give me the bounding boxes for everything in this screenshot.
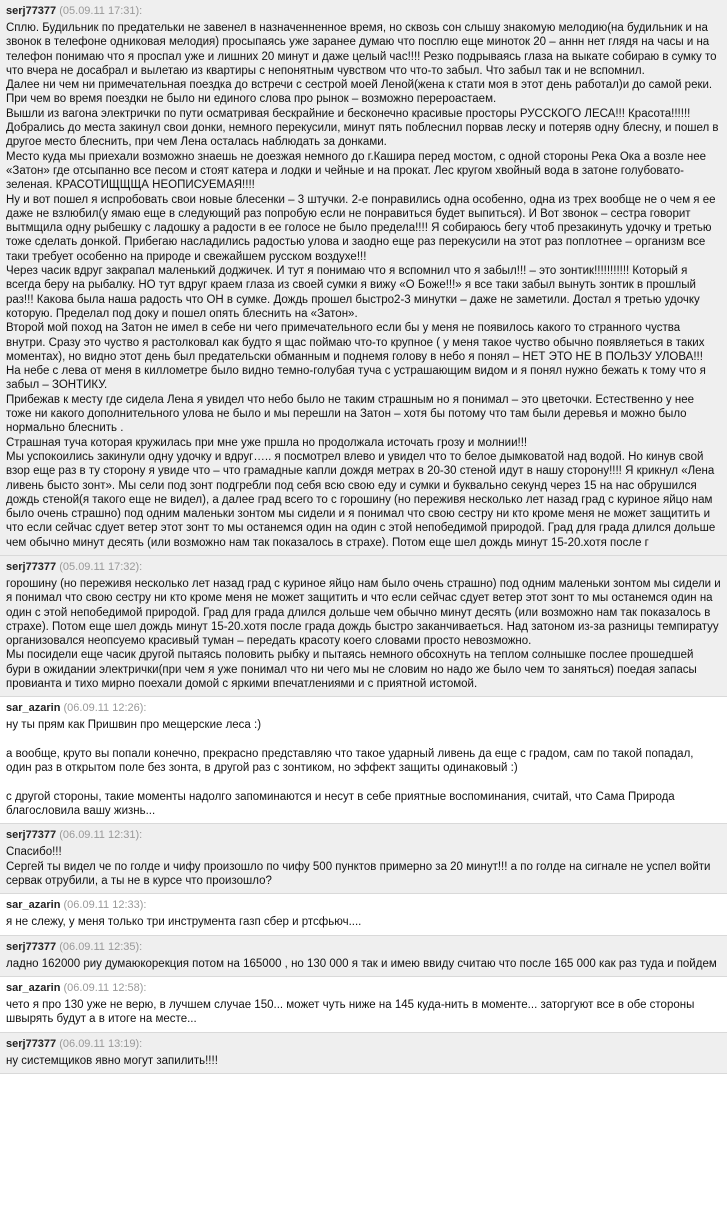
comment-paragraph: Мы успокоились закинули одну удочку и вдруг….. я посмотрел влево и увидел что то белое дымковатой над водой. Но кинув свой взор еще раз в ту сторону я увиде что – что грамадные капли дождя метрах в 20-30 стеной идут в нашу сторону!!!! Я крикнул «Лена ливень бысто зонт». Мы сели под зонт подгребли под себя всю свою еду и сумки и буквально секунд через 15 на нас обрушился дождь стеной(я такого еще не видел), а далее град всего то с горошину (но переживя несколько лет назад град с куриное яйцо нам было очень страшно) под одним маленьки зонтом мы сидели и я понимал что свою сестру ни кто кроме меня не может защитить и что если сейчас сдует ветер этот зонт то мы останемся один на один с этой непобедимой природой. Град для града длился дольше чем обычно минут десять (или возможно нам так показалось в страхе). Потом еще шел дождь минут 15-20.хотя после г xyxy=(6,450,716,549)
comment-post xyxy=(0,824,727,894)
comment-author-link[interactable]: serj77377 xyxy=(6,829,57,842)
comment-timestamp: (05.09.11 17:31): xyxy=(59,5,143,17)
comment-paragraph: Второй мой поход на Затон не имел в себе ни чего примечательного если бы у меня не появилось какого то странного чуства внутри. Сразу это чуство я растолковал как будто я щас поймаю что-то крупное ( у меня такое чуство обычно появляеться в таких моментах), но видно этот день был предательски обманным и поднемя голову в небо я понял – НЕТ ЭТО НЕ В ПОЛЬЗУ УЛОВА!!! xyxy=(6,322,705,363)
comment-paragraph: Спасибо!!! xyxy=(6,846,62,859)
comment-paragraph: Прибежав к месту где сидела Лена я увидел что небо было не таким страшным но я понимал – это цветочки. Естественно у нее тоже ни какого дополнительного улова не было и мы перешли на Затон – хотя бы потому что там были деревья и можно было нормально блеснить . xyxy=(6,393,695,435)
comment-author-link[interactable]: serj77377 xyxy=(6,940,57,953)
comment-post xyxy=(0,1033,727,1074)
comment-paragraph: Место куда мы приехали возможно знаешь не доезжая немного до г.Кашира перед мостом, с одной стороны Река Ока а возле нее «Затон» где отсыпанно все песом и стоят катера и лодки и чейные и на прокат. Лес кругом хвойный вода в затоне голубовато-зеленая. КРАСОТИЩЩЩА НЕОПИСУЕМАЯ!!!! xyxy=(6,150,707,192)
comment-paragraph: а вообще, круто вы попали конечно, прекрасно представляю что такое ударный ливень да еще с градом, сам по такой попадал, один раз в открытом поле без зонта, в другой раз с зонтиком, но эффект защиты одинаковый :) xyxy=(6,747,694,775)
comment-author-link[interactable]: serj77377 xyxy=(6,5,57,17)
comment-timestamp: (06.09.11 12:26): xyxy=(63,702,147,715)
comment-header xyxy=(6,560,721,574)
comment-paragraph: я не слежу, у меня только три инструмента газп сбер и ртсфьюч.... xyxy=(6,916,362,929)
comment-author-link[interactable]: serj77377 xyxy=(6,560,57,573)
comment-paragraph: ну системщиков явно могут запилить!!!! xyxy=(6,1054,218,1067)
comment-paragraph: Далее ни чем ни примечательная поездка до встречи с сестрой моей Леной(жена к стати моя в этот день работал)и до самой реки. При чем во время поездки не было ни единого слова про рынок – возможно перероастаем. xyxy=(6,79,713,106)
comment-header xyxy=(6,701,721,715)
comment-timestamp: (06.09.11 12:58): xyxy=(63,981,147,994)
comment-body xyxy=(6,21,721,550)
comment-author-link[interactable]: sar_azarin xyxy=(6,899,61,912)
comment-timestamp: (06.09.11 12:35): xyxy=(59,940,143,953)
comment-body xyxy=(6,915,721,929)
comment-paragraph: На небе с лева от меня в киллометре было видно темно-голубая туча с устрашающим видом и я понял нужно бежать к тому что я забыл – ЗОНТИКУ. xyxy=(6,365,706,392)
comment-timestamp: (05.09.11 17:32): xyxy=(59,560,143,573)
comment-body xyxy=(6,718,721,818)
comment-body xyxy=(6,845,721,888)
comment-body xyxy=(6,1054,721,1068)
comment-paragraph: Ну и вот пошел я испробовать свои новые блесенки – 3 штучки. 2-е понравились одна особенно, одна из трех вообще не о чем я ее даже не взлюбил(у ямаю еще в следующий раз попробую если не понравиться будет выпиться). И Вот звонок – сестра говорит вытмщила одну рыбешку с ладошку а радости в ее голосе не было предела!!!! Я собираюсь бегу чтоб презакинуть удочку и третью тоже сделать донкой. Прибегаю насладились радостью улова и заодно еще раз перекусили на этот раз поплотнее – организм все таки требует особенно на природе и свежайшем русском воздухе!!! xyxy=(6,193,716,263)
comment-header xyxy=(6,1037,721,1051)
comment-paragraph: чето я про 130 уже не верю, в лучшем случае 150... может чуть ниже на 145 куда-нить в моменте... заторгуют все в обе стороны швырять будут а в итоге на месте... xyxy=(6,998,695,1026)
comment-author-link[interactable]: sar_azarin xyxy=(6,981,61,994)
comment-header xyxy=(6,898,721,912)
comment-header xyxy=(6,981,721,995)
comment-body xyxy=(6,577,721,691)
comment-post xyxy=(0,977,727,1033)
comment-author-link[interactable]: sar_azarin xyxy=(6,702,61,715)
comment-timestamp: (06.09.11 12:33): xyxy=(63,899,147,912)
comment-body xyxy=(6,957,721,971)
comment-timestamp: (06.09.11 12:31): xyxy=(59,829,143,842)
comment-post xyxy=(0,697,727,824)
comment-header xyxy=(6,940,721,954)
comment-paragraph: Сплю. Будильник по предательки не завенел в назначенненное время, но сквозь сон слышу знакомую мелодию(на будильник и на звонок в телефоне одниковая мелодия) просыпаясь уже заранее думаю что посплю еще миноток 20 – аннн нет глядя на часы и на телефон понимаю что я проспал уже и лишних 20 минут и даже целый час!!!! Резко подрываясь глаза на выкате собираю в сумку то что вчера не досабрал и вылетаю из квартиры с непонятным чувством что что-то забыл. Что забыл так и не вспомнил. xyxy=(6,22,717,77)
comment-paragraph: ну ты прям как Пришвин про мещерские леса :) xyxy=(6,719,262,732)
comment-post xyxy=(0,936,727,977)
comment-paragraph: Добрались до места закинул свои донки, немного перекусили, минут пять поблеснил порвав леску и потеряв одну блесну, и пошел в другое место блеснить, при чем Лена осталась наблюдать за донками. xyxy=(6,122,719,149)
comment-author-link[interactable]: serj77377 xyxy=(6,1037,57,1050)
comment-paragraph: Страшная туча которая кружилась при мне уже пршла но продолжала источать грозу и молнии!!! xyxy=(6,436,528,449)
comment-paragraph: Через часик вдруг закрапал маленький доджичек. И тут я понимаю что я вспомнил что я забыл!!! – это зонтик!!!!!!!!!!! Который я всегда беру на рыбалку. НО тут вдруг краем глаза из своей сумки я вижу «О Боже!!!» я все таки забыл вынуть зонтик в прошлый раз!!! Какова была наша радость что ОН в сумке. Дождь прошел быстро2-3 минутки – даже не заметили. Достал я третью удочку которую. Пределал под доку и пошел опять блеснить на «Затон». xyxy=(6,265,700,320)
comment-paragraph: горошину (но переживя несколько лет назад град с куриное яйцо нам было очень страшно) под одним маленьки зонтом мы сидели и я понимал что свою сестру ни кто кроме меня не может защитить и что если сейчас сдует ветер этот зонт то мы останемся один на один с этой непобедимой природой. Град для града длился дольше чем обычно минут десять (или возможно нам так показалось в страхе). Потом еще шел дождь минут 15-20.хотя после града дождь быстро заканчиваеться. Над затоном из-за разницы темпиратуу организовался неопсуемо красивый туман – передать красоту коего словами просто невозможно. xyxy=(6,577,721,648)
comment-header xyxy=(6,828,721,842)
comment-timestamp: (06.09.11 13:19): xyxy=(59,1037,143,1050)
comment-paragraph: Сергей ты видел че по голде и чифу произошло по чифу 500 пунктов примерно за 20 минут!!! а по голде на сигнале не успел войти сервак отрубили, а ты не в курсе что произошло? xyxy=(6,860,711,888)
comment-post xyxy=(0,556,727,697)
comment-body xyxy=(6,998,721,1027)
comment-paragraph: Вышли из вагона электрички по пути осматривая бескрайние и бесконечно красивые просторы РУССКОГО ЛЕСА!!! Красота!!!!!! xyxy=(6,107,691,120)
comment-post xyxy=(0,0,727,556)
comment-paragraph: ладно 162000 риу думаюкорекция потом на 165000 , но 130 000 я так и имею ввиду считаю что после 165 000 как раз туда и пойдем xyxy=(6,957,717,970)
comment-post xyxy=(0,894,727,935)
comment-paragraph: с другой стороны, такие моменты надолго запоминаются и несут в себе приятные воспоминания, считай, что Сама Природа благословила вашу жизнь... xyxy=(6,790,675,818)
comment-paragraph: Мы посидели еще часик другой пытаясь половить рыбку и пытаясь немного обсохнуть на теплом солнышке послее прошедшей бури в ожидании электрички(при чем я уже понимал что ни чего мы не словим но надо же было чем то заняться) поедая запасы провианта и тихо мирно поехали домой с яркими впечатлениями и с приятной истомой. xyxy=(6,649,697,691)
comment-header xyxy=(6,4,721,18)
